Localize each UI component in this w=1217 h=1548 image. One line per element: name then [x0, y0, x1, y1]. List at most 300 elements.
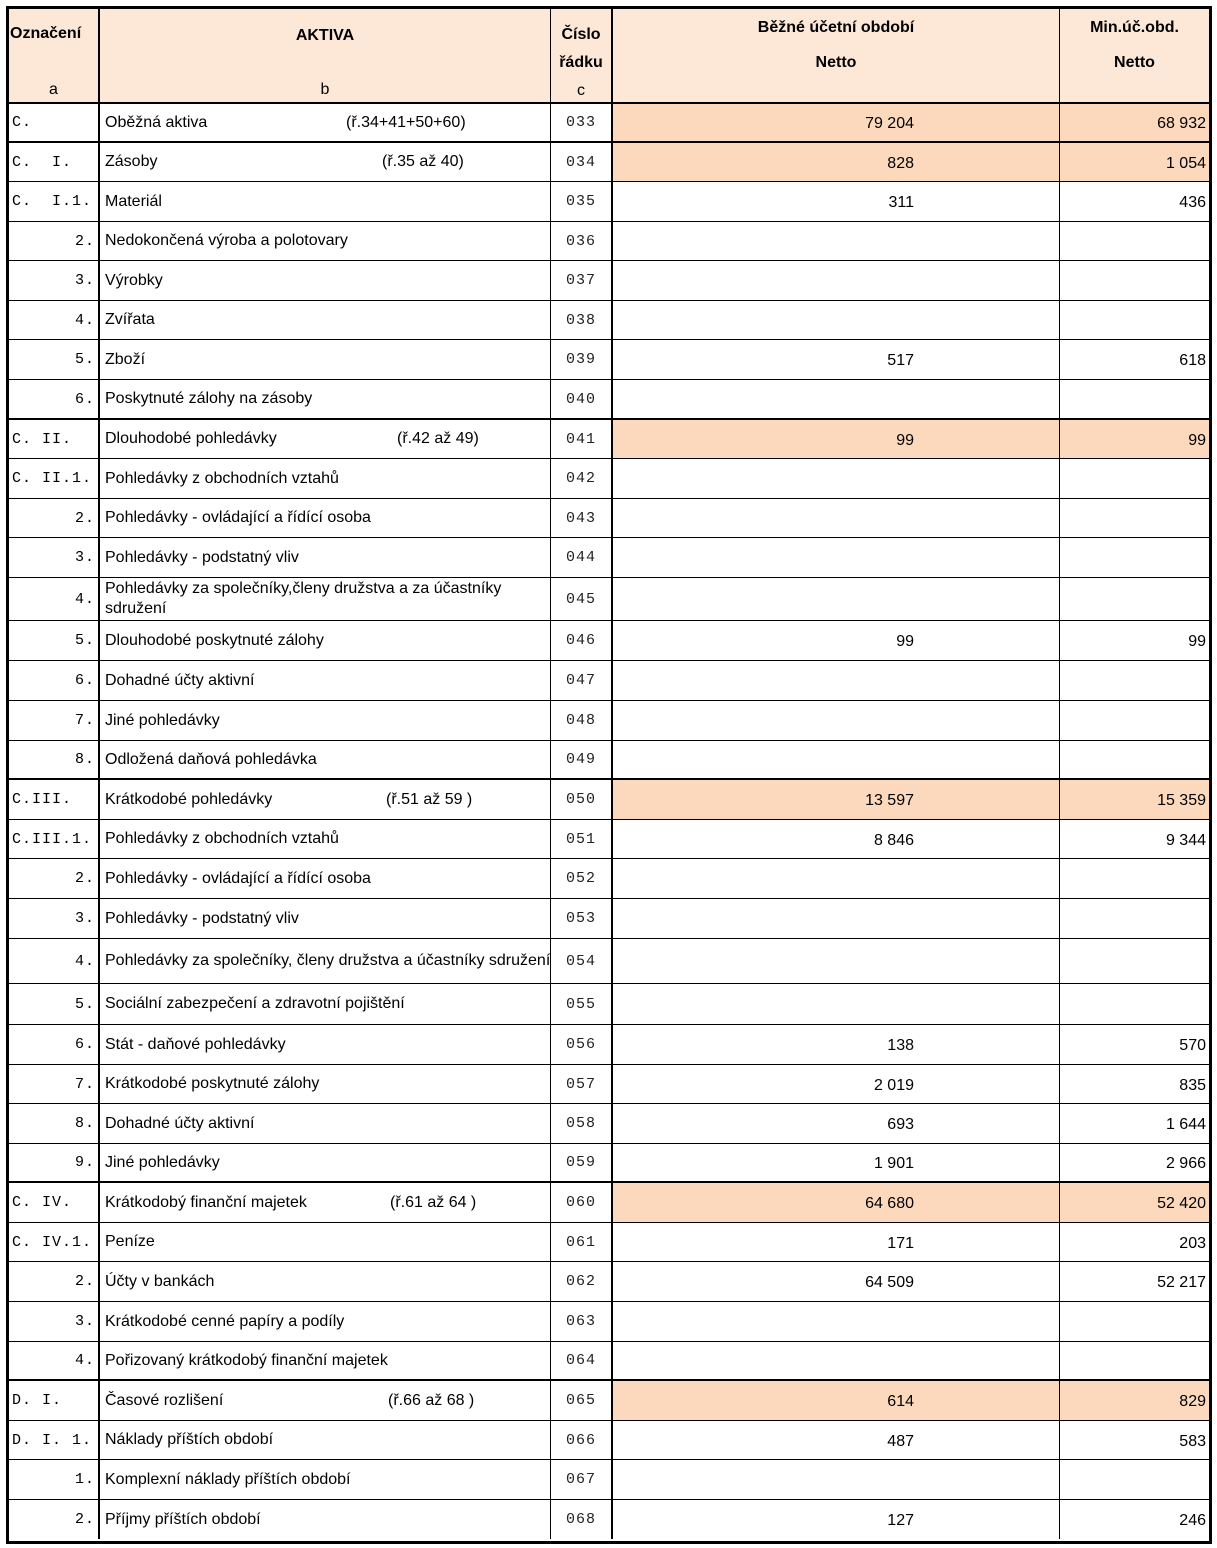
header-aktiva-sub: b: [320, 81, 330, 98]
cell-cislo-radku: [551, 380, 613, 418]
row-subnumber: 4.: [74, 1352, 95, 1369]
row-label: Stát - daňové pohledávky: [105, 1035, 286, 1053]
table-row: [9, 1223, 1209, 1262]
cell-oznaceni: [9, 1183, 100, 1222]
value-bezne: [613, 556, 1059, 559]
cell-oznaceni: [9, 1342, 100, 1379]
value-minule: 99: [1188, 633, 1206, 650]
header-bezne-sub: Netto: [815, 54, 857, 71]
row-subnumber: 6.: [74, 672, 95, 689]
cell-bezne-obdobi: [613, 661, 1060, 700]
header-cislo-label-1: Číslo: [561, 26, 601, 43]
cell-oznaceni: [9, 301, 100, 339]
cell-minule-obdobi: [1060, 1183, 1209, 1222]
row-code: C. IV.: [12, 1194, 73, 1211]
cell-oznaceni: [9, 1223, 100, 1261]
cell-aktiva: [100, 301, 551, 339]
row-line-number: 061: [565, 1233, 596, 1251]
cell-oznaceni: [9, 143, 100, 181]
value-minule: [1060, 960, 1209, 963]
cell-minule-obdobi: [1060, 1262, 1209, 1301]
cell-oznaceni: [9, 420, 100, 458]
table-row: [9, 104, 1209, 143]
cell-bezne-obdobi: [613, 859, 1060, 898]
cell-bezne-obdobi: [613, 820, 1060, 858]
header-cislo-sub: c: [577, 82, 585, 99]
row-line-number: 034: [565, 153, 596, 171]
cell-bezne-obdobi: [613, 261, 1060, 300]
cell-minule-obdobi: [1060, 820, 1209, 858]
value-bezne: [613, 877, 1059, 880]
cell-bezne-obdobi: [613, 538, 1060, 577]
cell-bezne-obdobi: [613, 578, 1060, 620]
cell-oznaceni: [9, 1500, 100, 1539]
cell-bezne-obdobi: [613, 780, 1060, 819]
value-minule: 436: [1179, 194, 1206, 211]
cell-cislo-radku: [551, 1381, 613, 1420]
cell-minule-obdobi: [1060, 1223, 1209, 1261]
cell-oznaceni: [9, 820, 100, 858]
cell-cislo-radku: [551, 701, 613, 740]
value-minule: [1060, 598, 1209, 601]
cell-cislo-radku: [551, 1144, 613, 1181]
row-line-number: 051: [565, 830, 596, 848]
row-reference: (ř.42 až 49): [397, 430, 479, 447]
table-row: [9, 741, 1209, 780]
cell-aktiva: [100, 1342, 551, 1379]
cell-aktiva: [100, 1262, 551, 1301]
row-line-number: 059: [565, 1154, 596, 1171]
cell-oznaceni: [9, 1262, 100, 1301]
cell-bezne-obdobi: [613, 1025, 1060, 1064]
row-code: C.III.1.: [12, 830, 93, 848]
row-label: Poskytnuté zálohy na zásoby: [105, 390, 313, 407]
row-code: D. I. 1.: [12, 1431, 93, 1449]
row-line-number: 037: [565, 272, 596, 289]
cell-minule-obdobi: [1060, 1144, 1209, 1181]
cell-bezne-obdobi: [613, 420, 1060, 458]
row-code: C. II.: [12, 430, 73, 448]
row-label: Krátkodobé poskytnuté zálohy: [105, 1075, 320, 1092]
cell-aktiva: [100, 621, 551, 660]
value-minule: 570: [1179, 1037, 1206, 1054]
cell-oznaceni: [9, 939, 100, 983]
value-minule: [1060, 319, 1209, 322]
cell-aktiva: [100, 1223, 551, 1261]
table-row: [9, 261, 1209, 301]
cell-cislo-radku: [551, 578, 613, 620]
cell-aktiva: [100, 984, 551, 1024]
header-cislo-radku: [551, 9, 613, 102]
row-subnumber: 9.: [74, 1154, 95, 1171]
header-bezne-label: Běžné účetní období: [757, 19, 915, 36]
cell-minule-obdobi: [1060, 143, 1209, 181]
table-row: [9, 222, 1209, 261]
cell-aktiva: [100, 182, 551, 221]
row-label: Pohledávky - podstatný vliv: [105, 548, 299, 566]
table-row: [9, 1183, 1209, 1223]
row-subnumber: 6.: [74, 390, 95, 408]
row-label: Pohledávky za společníky, členy družstva a účastníky sdružení: [105, 952, 551, 969]
row-reference: (ř.66 až 68 ): [388, 1391, 475, 1409]
cell-cislo-radku: [551, 1421, 613, 1459]
table-row: [9, 1104, 1209, 1144]
value-minule: 618: [1179, 352, 1206, 369]
row-label: Výrobky: [105, 271, 163, 289]
header-aktiva-label: AKTIVA: [295, 27, 355, 44]
cell-bezne-obdobi: [613, 499, 1060, 537]
cell-minule-obdobi: [1060, 1500, 1209, 1539]
row-label: Peníze: [105, 1233, 155, 1250]
cell-cislo-radku: [551, 939, 613, 983]
row-line-number: 053: [565, 910, 596, 927]
value-bezne: [613, 719, 1059, 722]
table-row: [9, 182, 1209, 222]
cell-bezne-obdobi: [613, 222, 1060, 260]
row-label: Krátkodobé cenné papíry a podíly: [105, 1312, 345, 1330]
value-minule: 829: [1179, 1393, 1206, 1410]
cell-oznaceni: [9, 1144, 100, 1181]
cell-cislo-radku: [551, 420, 613, 458]
cell-aktiva: [100, 741, 551, 778]
row-line-number: 046: [565, 632, 596, 649]
cell-oznaceni: [9, 1421, 100, 1459]
row-label: Pohledávky z obchodních vztahů: [105, 469, 339, 487]
header-min-sub: Netto: [1114, 54, 1155, 71]
cell-aktiva: [100, 899, 551, 938]
cell-aktiva: [100, 1381, 551, 1420]
row-line-number: 049: [565, 751, 596, 768]
row-subnumber: 2.: [74, 1273, 95, 1290]
cell-aktiva: [100, 143, 551, 181]
row-line-number: 050: [565, 791, 596, 808]
cell-oznaceni: [9, 741, 100, 778]
cell-cislo-radku: [551, 538, 613, 577]
cell-minule-obdobi: [1060, 859, 1209, 898]
cell-bezne-obdobi: [613, 701, 1060, 740]
value-minule: 203: [1179, 1234, 1206, 1252]
cell-bezne-obdobi: [613, 741, 1060, 778]
cell-cislo-radku: [551, 499, 613, 537]
value-bezne: 99: [896, 633, 914, 650]
row-label: Časové rozlišení: [105, 1391, 224, 1409]
row-label: Účty v bankách: [105, 1272, 215, 1290]
value-bezne: 127: [887, 1512, 914, 1529]
cell-oznaceni: [9, 621, 100, 660]
row-line-number: 041: [565, 430, 596, 448]
row-line-number: 058: [565, 1115, 596, 1132]
cell-bezne-obdobi: [613, 621, 1060, 660]
value-minule: 835: [1179, 1076, 1206, 1094]
value-minule: 9 344: [1165, 831, 1206, 849]
cell-oznaceni: [9, 859, 100, 898]
value-bezne: 693: [887, 1116, 914, 1133]
table-row: [9, 459, 1209, 499]
cell-oznaceni: [9, 340, 100, 379]
value-bezne: [613, 279, 1059, 282]
table-row: [9, 661, 1209, 701]
header-cislo-label-2: řádku: [559, 54, 603, 71]
cell-bezne-obdobi: [613, 182, 1060, 221]
cell-bezne-obdobi: [613, 1223, 1060, 1261]
cell-oznaceni: [9, 380, 100, 418]
cell-minule-obdobi: [1060, 899, 1209, 938]
value-minule: [1060, 517, 1209, 520]
cell-cislo-radku: [551, 859, 613, 898]
cell-aktiva: [100, 780, 551, 819]
row-label: Odložená daňová pohledávka: [105, 750, 317, 768]
table-row: [9, 578, 1209, 621]
row-subnumber: 3.: [74, 272, 95, 289]
row-reference: (ř.35 až 40): [382, 153, 464, 170]
cell-minule-obdobi: [1060, 1342, 1209, 1379]
cell-cislo-radku: [551, 820, 613, 858]
row-line-number: 062: [565, 1273, 596, 1290]
row-subnumber: 5.: [74, 351, 95, 368]
value-minule: [1060, 556, 1209, 559]
cell-aktiva: [100, 701, 551, 740]
row-line-number: 042: [565, 470, 596, 487]
cell-oznaceni: [9, 1381, 100, 1420]
cell-bezne-obdobi: [613, 899, 1060, 938]
value-bezne: [613, 398, 1059, 401]
cell-cislo-radku: [551, 899, 613, 938]
cell-bezne-obdobi: [613, 104, 1060, 141]
cell-aktiva: [100, 1065, 551, 1103]
header-aktiva: [100, 9, 551, 102]
cell-aktiva: [100, 420, 551, 458]
row-reference: (ř.61 až 64 ): [390, 1193, 477, 1211]
value-bezne: [613, 960, 1059, 963]
table-row: [9, 1065, 1209, 1104]
value-minule: [1060, 719, 1209, 722]
row-line-number: 048: [565, 712, 596, 729]
cell-minule-obdobi: [1060, 301, 1209, 339]
cell-cislo-radku: [551, 1262, 613, 1301]
row-subnumber: 5.: [74, 632, 95, 649]
row-subnumber: 7.: [74, 712, 95, 729]
cell-bezne-obdobi: [613, 1421, 1060, 1459]
value-bezne: 99: [896, 431, 914, 449]
cell-cislo-radku: [551, 1183, 613, 1222]
row-label: Dohadné účty aktivní: [105, 671, 255, 689]
cell-bezne-obdobi: [613, 380, 1060, 418]
cell-cislo-radku: [551, 301, 613, 339]
value-minule: [1060, 477, 1209, 480]
value-bezne: [613, 1320, 1059, 1323]
value-bezne: 171: [887, 1234, 914, 1252]
value-minule: [1060, 1320, 1209, 1323]
cell-minule-obdobi: [1060, 1065, 1209, 1103]
cell-oznaceni: [9, 1104, 100, 1143]
row-code: C.III.: [12, 791, 73, 808]
table-row: [9, 899, 1209, 939]
row-label: Krátkodobý finanční majetek: [105, 1193, 307, 1211]
table-row: [9, 621, 1209, 661]
row-label: Dlouhodobé pohledávky: [105, 430, 277, 447]
table-row: [9, 1460, 1209, 1500]
row-label: Krátkodobé pohledávky: [105, 790, 273, 808]
value-bezne: [613, 917, 1059, 920]
row-label: Materiál: [105, 192, 162, 210]
value-minule: [1060, 877, 1209, 880]
row-subnumber: 1.: [74, 1471, 95, 1488]
cell-oznaceni: [9, 701, 100, 740]
value-minule: [1060, 758, 1209, 761]
value-bezne: 2 019: [873, 1076, 914, 1094]
value-bezne: 64 680: [865, 1195, 914, 1212]
cell-minule-obdobi: [1060, 499, 1209, 537]
cell-aktiva: [100, 1144, 551, 1181]
cell-oznaceni: [9, 222, 100, 260]
cell-oznaceni: [9, 499, 100, 537]
cell-aktiva: [100, 1500, 551, 1539]
value-minule: [1060, 398, 1209, 401]
cell-aktiva: [100, 104, 551, 141]
cell-bezne-obdobi: [613, 1065, 1060, 1103]
cell-aktiva: [100, 661, 551, 700]
cell-aktiva: [100, 459, 551, 498]
value-bezne: [613, 240, 1059, 243]
cell-minule-obdobi: [1060, 1381, 1209, 1420]
table-row: [9, 1144, 1209, 1183]
value-bezne: 1 901: [873, 1155, 914, 1172]
value-minule: 99: [1188, 431, 1206, 449]
row-line-number: 060: [565, 1194, 596, 1211]
row-label: Pořizovaný krátkodobý finanční majetek: [105, 1351, 388, 1369]
row-line-number: 036: [565, 232, 596, 250]
header-oznaceni: [9, 9, 100, 102]
table-row: [9, 780, 1209, 820]
row-label: Příjmy příštích období: [105, 1510, 261, 1528]
cell-cislo-radku: [551, 1104, 613, 1143]
cell-minule-obdobi: [1060, 984, 1209, 1024]
cell-oznaceni: [9, 1065, 100, 1103]
row-subnumber: 8.: [74, 751, 95, 768]
value-bezne: 138: [887, 1037, 914, 1054]
value-minule: 1 644: [1165, 1116, 1206, 1133]
row-line-number: 052: [565, 870, 596, 887]
row-line-number: 045: [565, 590, 596, 608]
cell-bezne-obdobi: [613, 1460, 1060, 1499]
table-row: [9, 1381, 1209, 1421]
cell-oznaceni: [9, 899, 100, 938]
value-bezne: 64 509: [865, 1274, 914, 1291]
cell-aktiva: [100, 1302, 551, 1341]
table-row: [9, 420, 1209, 459]
cell-minule-obdobi: [1060, 104, 1209, 141]
value-minule: 52 217: [1157, 1274, 1206, 1291]
row-subnumber: 2.: [74, 1511, 95, 1528]
row-subnumber: 7.: [74, 1075, 95, 1093]
row-line-number: 047: [565, 672, 596, 689]
cell-bezne-obdobi: [613, 1262, 1060, 1301]
cell-bezne-obdobi: [613, 143, 1060, 181]
cell-minule-obdobi: [1060, 780, 1209, 819]
table-row: [9, 1342, 1209, 1381]
cell-cislo-radku: [551, 1500, 613, 1539]
cell-bezne-obdobi: [613, 301, 1060, 339]
row-line-number: 066: [565, 1431, 596, 1449]
table-row: [9, 984, 1209, 1025]
cell-cislo-radku: [551, 104, 613, 141]
cell-minule-obdobi: [1060, 1104, 1209, 1143]
table-row: [9, 301, 1209, 340]
row-line-number: 065: [565, 1392, 596, 1409]
cell-oznaceni: [9, 578, 100, 620]
value-minule: 1 054: [1165, 154, 1206, 172]
cell-bezne-obdobi: [613, 1144, 1060, 1181]
row-label: Oběžná aktiva: [105, 113, 208, 131]
value-minule: [1060, 917, 1209, 920]
cell-minule-obdobi: [1060, 1025, 1209, 1064]
cell-oznaceni: [9, 1460, 100, 1499]
row-line-number: 033: [565, 114, 596, 131]
cell-cislo-radku: [551, 1025, 613, 1064]
cell-aktiva: [100, 261, 551, 300]
row-label: Pohledávky - ovládající a řídící osoba: [105, 869, 371, 887]
cell-minule-obdobi: [1060, 538, 1209, 577]
cell-bezne-obdobi: [613, 939, 1060, 983]
cell-aktiva: [100, 1183, 551, 1222]
value-bezne: [613, 477, 1059, 480]
value-bezne: [613, 1359, 1059, 1362]
cell-minule-obdobi: [1060, 1421, 1209, 1459]
row-line-number: 055: [565, 995, 596, 1013]
row-line-number: 044: [565, 549, 596, 566]
row-label: Dlouhodobé poskytnuté zálohy: [105, 631, 324, 649]
row-reference: (ř.51 až 59 ): [386, 790, 473, 808]
cell-aktiva: [100, 340, 551, 379]
row-subnumber: 2.: [74, 870, 95, 887]
row-line-number: 038: [565, 311, 596, 329]
value-minule: 246: [1179, 1512, 1206, 1529]
row-reference: (ř.34+41+50+60): [346, 113, 466, 131]
row-subnumber: 5.: [74, 995, 95, 1013]
cell-minule-obdobi: [1060, 661, 1209, 700]
cell-aktiva: [100, 1104, 551, 1143]
row-line-number: 067: [565, 1471, 596, 1488]
cell-cislo-radku: [551, 1302, 613, 1341]
cell-minule-obdobi: [1060, 1460, 1209, 1499]
value-bezne: 13 597: [865, 792, 914, 809]
row-label: Pohledávky - podstatný vliv: [105, 909, 299, 927]
balance-sheet-table: [6, 6, 1212, 1544]
cell-cislo-radku: [551, 1065, 613, 1103]
cell-cislo-radku: [551, 182, 613, 221]
value-minule: [1060, 279, 1209, 282]
value-minule: 15 359: [1157, 792, 1206, 809]
cell-oznaceni: [9, 780, 100, 819]
table-row: [9, 538, 1209, 578]
cell-oznaceni: [9, 661, 100, 700]
row-label: Jiné pohledávky: [105, 1153, 220, 1171]
table-row: [9, 939, 1209, 984]
row-line-number: 040: [565, 390, 596, 408]
cell-minule-obdobi: [1060, 459, 1209, 498]
row-label: Komplexní náklady příštích období: [105, 1470, 351, 1488]
row-subnumber: 4.: [74, 311, 95, 329]
table-row: [9, 859, 1209, 899]
cell-minule-obdobi: [1060, 1302, 1209, 1341]
cell-cislo-radku: [551, 1223, 613, 1261]
value-minule: [1060, 679, 1209, 682]
table-row: [9, 340, 1209, 380]
row-code: D. I.: [12, 1392, 63, 1409]
value-minule: [1060, 240, 1209, 243]
header-oznaceni-sub: a: [49, 81, 58, 98]
cell-aktiva: [100, 222, 551, 260]
